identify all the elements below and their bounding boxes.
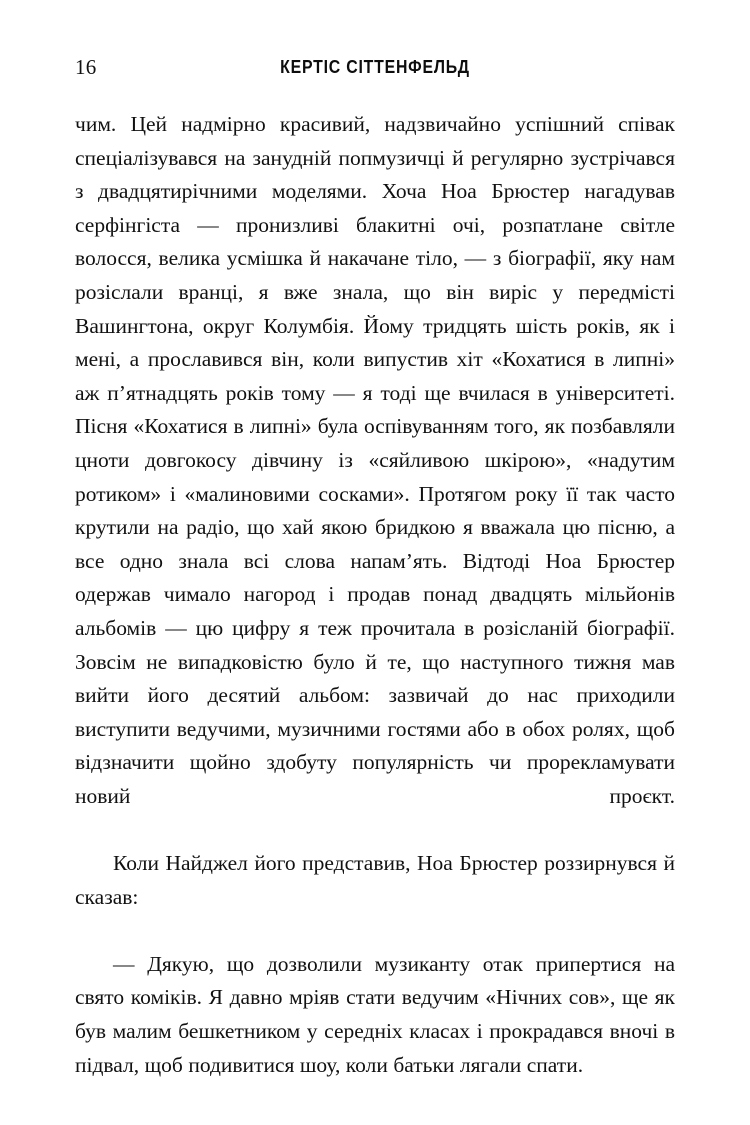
paragraph-narrative: Коли Найджел його представив, Ноа Брюстер роззирнувся й сказав:	[75, 851, 675, 909]
running-head	[75, 52, 675, 82]
running-head-title: КЕРТІС СІТТЕНФЕЛЬД	[280, 57, 470, 77]
body-text-block	[75, 108, 675, 1082]
paragraph-continuation: чим. Цей надмірно красивий, надзвичайно успішний співак спеціалізувався на занудній попмузичці й регулярно зустрічався з двадцятирічними моделями. Хоча Ноа Брюстер нагадував серфінгіста — пронизливі блакитні очі, розпатлане світле волосся, велика усмішка й накачане тіло, — з біографії, яку нам розіслали вранці, я вже знала, що він виріс у передмісті Вашингтона, округ Колумбія. Йому тридцять шість років, як і мені, а прославився він, коли випустив хіт «Кохатися в липні» аж п’ятнадцять років тому — я тоді ще вчилася в університеті. Пісня «Кохатися в липні» була оспівуванням того, як позбавляли цноти довгокосу дівчину із «сяйливою шкірою», «надутим ротиком» і «малиновими сосками». Протягом року її так часто крутили на радіо, що хай якою бридкою я вважала цю пісню, а все одно знала всі слова напам’ять. Відтоді Ноа Брюстер одержав чимало нагород і продав понад двадцять мільйонів альбомів — цю цифру я теж прочитала в розісланій біографії. Зовсім не випадковістю було й те, що наступного тижня мав вийти його десятий альбом: зазвичай до нас приходили виступити ведучими, музичними гостями або в обох ролях, щоб відзначити щойно здобуту популярність чи прорекламувати новий проєкт.	[75, 112, 675, 808]
paragraph-dialogue: — Дякую, що дозволили музиканту отак припертися на свято коміків. Я давно мріяв стати ведучим «Нічних сов», ще як був малим бешкетником у середніх класах і прокрадався вночі в підвал, щоб подивитися шоу, коли батьки лягали спати.	[75, 951, 675, 1077]
page-number: 16	[75, 55, 97, 79]
